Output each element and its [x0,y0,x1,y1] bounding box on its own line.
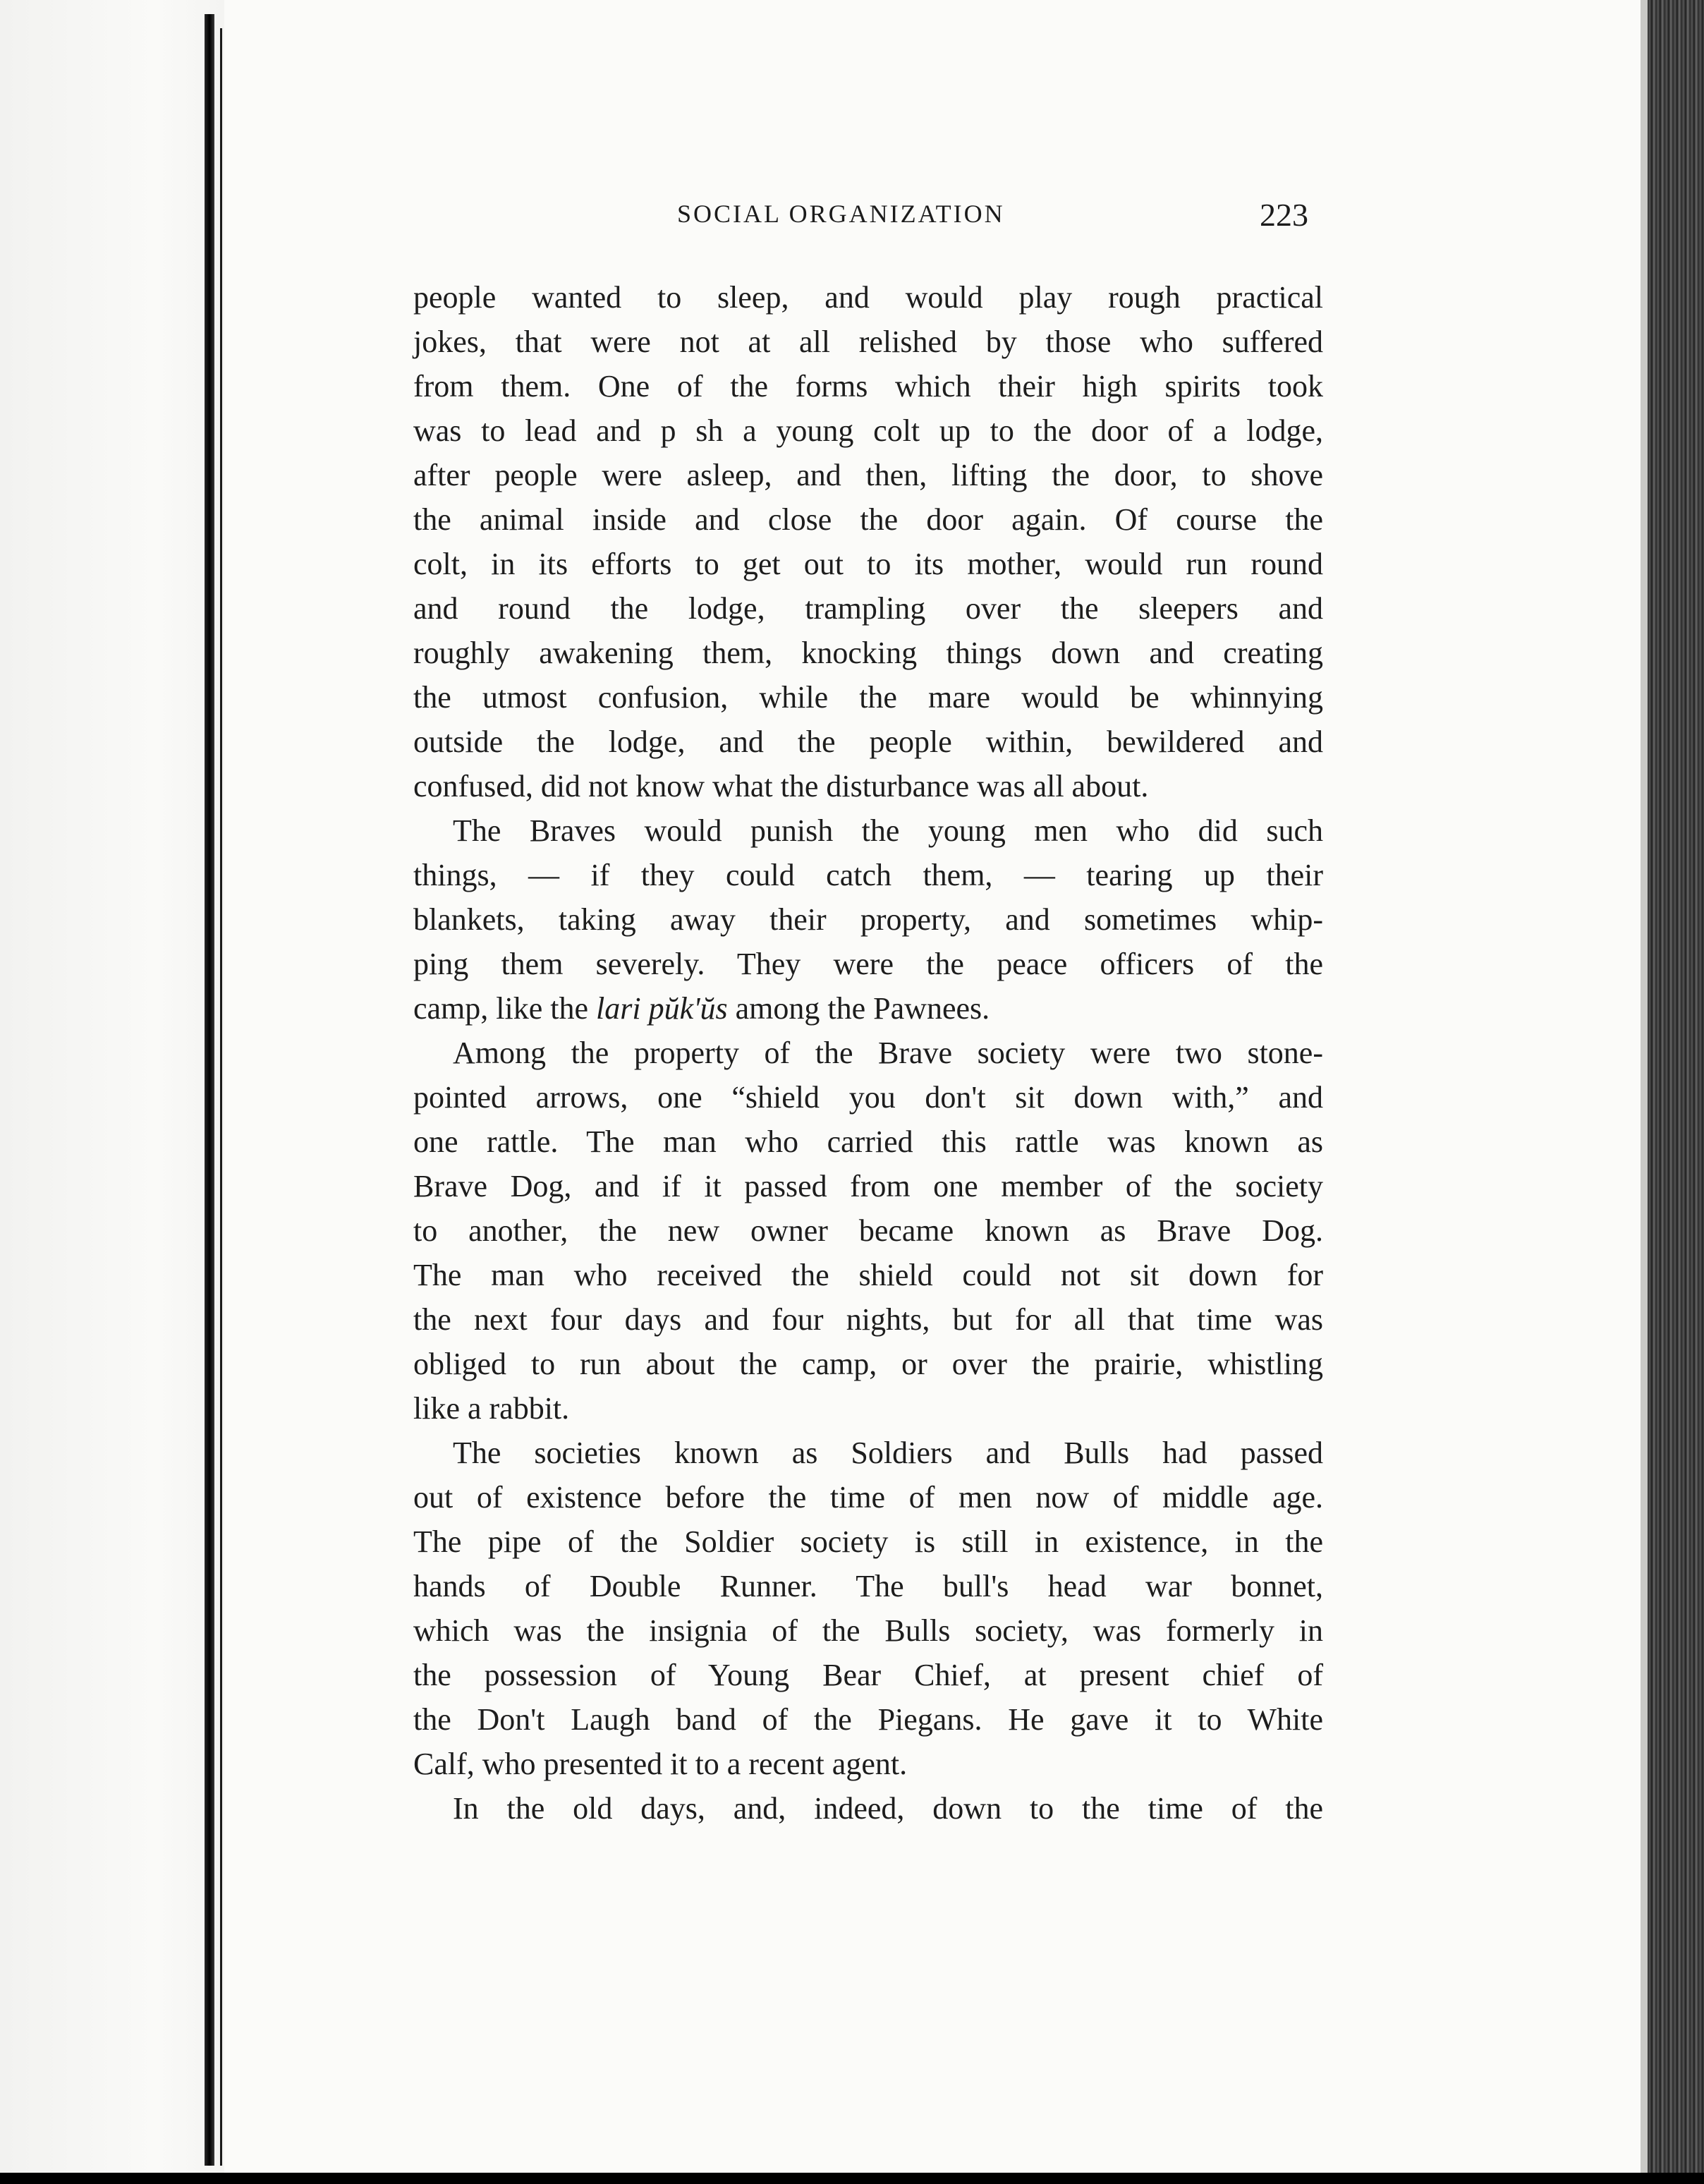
text-line: after people were asleep, and then, lifting the door, to shove [413,458,1323,492]
text-line: things, — if they could catch them, — tearing up their [413,858,1323,892]
text-line: Among the property of the Brave society were two stone- [453,1036,1323,1070]
text-line: was to lead and p sh a young colt up to the door of a lodge, [413,413,1323,448]
text-line: outside the lodge, and the people within, bewildered and [413,724,1323,759]
text-line: like a rabbit. [413,1391,570,1426]
text-line: from them. One of the forms which their high spirits took [413,369,1323,404]
text-line: the animal inside and close the door again. Of course the [413,502,1323,537]
text-line: jokes, that were not at all relished by those who suffered [413,324,1323,359]
binding-gutter-inner [220,28,222,2166]
page-number: 223 [1260,197,1308,233]
text-line: obliged to run about the camp, or over the prairie, whistling [413,1347,1323,1381]
text-line: The Braves would punish the young men who did such [453,813,1323,848]
text-line: to another, the new owner became known as Brave Dog. [413,1213,1323,1248]
running-head: SOCIAL ORGANIZATION [677,200,1005,228]
text-line: hands of Double Runner. The bull's head war bonnet, [413,1569,1323,1603]
text-line: ping them severely. They were the peace officers of the [413,947,1323,981]
facing-page-edge [0,0,224,2173]
scan-bottom-border [0,2173,1704,2184]
text-line: the Don't Laugh band of the Piegans. He gave it to White [413,1702,1323,1737]
text-line: The pipe of the Soldier society is still in existence, in the [413,1524,1323,1559]
text-line: the next four days and four nights, but for all that time was [413,1302,1323,1337]
text-line: Calf, who presented it to a recent agent. [413,1747,908,1781]
text-line: The man who received the shield could not sit down for [413,1258,1323,1292]
text-line: colt, in its efforts to get out to its mother, would run round [413,547,1323,581]
text-line: people wanted to sleep, and would play rough practical [413,280,1323,315]
text-line: one rattle. The man who carried this rattle was known as [413,1124,1323,1159]
body-text [413,275,1323,1831]
binding-gutter [205,14,214,2166]
text-line: Brave Dog, and if it passed from one member of the society [413,1169,1323,1203]
text-line-camp [413,986,1323,1031]
text-line: which was the insignia of the Bulls society, was formerly in [413,1613,1323,1648]
italic-term: lari pŭk'ŭs [596,991,728,1026]
text-line: the possession of Young Bear Chief, at present chief of [413,1658,1323,1692]
text-line: pointed arrows, one “shield you don't sit down with,” and [413,1080,1323,1115]
camp-line-start: camp, like the [413,991,597,1026]
text-line: blankets, taking away their property, and sometimes whip- [413,902,1323,937]
text-line: roughly awakening them, knocking things down and creating [413,636,1323,670]
book-fore-edge [1648,0,1704,2184]
text-line: the utmost confusion, while the mare would be whinnying [413,680,1323,715]
camp-line-end: among the Pawnees. [727,991,990,1026]
text-line: The societies known as Soldiers and Bulls had passed [453,1436,1323,1470]
text-line: In the old days, and, indeed, down to the time of the [453,1791,1323,1826]
text-line: and round the lodge, trampling over the sleepers and [413,591,1323,626]
text-line: confused, did not know what the disturbance was all about. [413,769,1149,803]
text-line: out of existence before the time of men now of middle age. [413,1480,1323,1515]
